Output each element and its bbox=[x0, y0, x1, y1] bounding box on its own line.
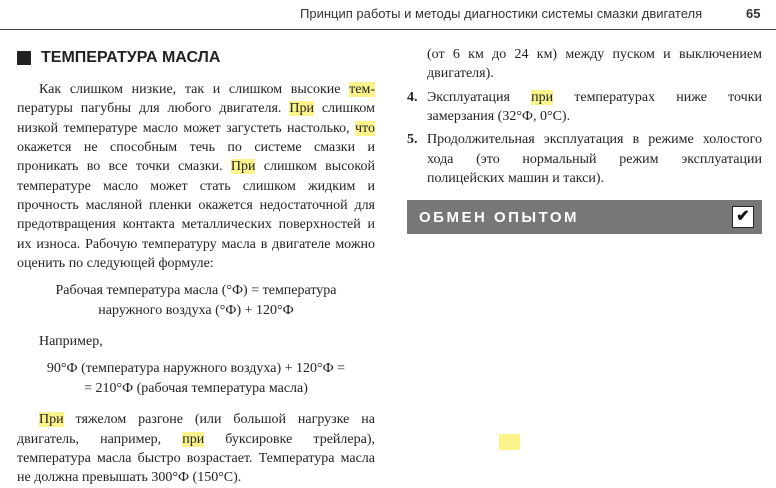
left-column bbox=[17, 80, 375, 488]
square-bullet-icon bbox=[17, 51, 31, 65]
highlight-mark bbox=[499, 434, 520, 450]
running-title: Принцип работы и методы диагностики системы смазки двигателя bbox=[300, 6, 703, 21]
example-formula-line: = 210°Ф (рабочая температура масла) bbox=[84, 380, 308, 396]
highlight: При bbox=[289, 101, 314, 117]
highlight: при bbox=[531, 89, 554, 105]
highlight: При bbox=[39, 412, 64, 428]
acceleration-paragraph: При тяжелом разгоне (или большой нагрузке на двигатель, например, при буксировке трейлера), температура масла быстро возрастает. Температура масла не должна превышать 300°Ф (150°С). bbox=[17, 412, 375, 486]
list-continuation: (от 6 км до 24 км) между пуском и выключением двигателя). bbox=[427, 47, 762, 82]
right-column bbox=[407, 45, 762, 188]
highlight: При bbox=[230, 159, 256, 175]
highlight: при bbox=[182, 431, 205, 447]
formula-line: наружного воздуха (°Ф) + 120°Ф bbox=[98, 302, 294, 318]
highlight: что bbox=[355, 120, 375, 136]
list-item: 5. Продолжительная эксплуатация в режиме холостого хода (это нормальный режим эксплуатации полицейских машин и такси). bbox=[407, 132, 762, 187]
list-number: 4. bbox=[407, 89, 418, 105]
example-formula-line: 90°Ф (температура наружного воздуха) + 120°Ф = bbox=[46, 361, 346, 377]
intro-paragraph: Как слишком низкие, так и слишком высокие тем-пературы пагубны для любого двигателя. При слишком низкой температуре масло может загустеть настолько, что окажется не способным течь по системе смазки и проникать во все точки смазки. При слишком высокой температуре масло может стать слишком жидким и прочность масляной пленки окажется недостаточной для предотвращения контакта металлических поверхностей и их износа. Рабочую температуру масла в двигателе можно оценить по следующей формуле: bbox=[17, 82, 376, 272]
checkmark-icon: ✔ bbox=[732, 206, 754, 228]
tips-section-bar bbox=[407, 200, 762, 234]
page-number: 65 bbox=[746, 6, 761, 21]
highlight: тем- bbox=[349, 82, 375, 97]
example-label: Например, bbox=[39, 334, 103, 350]
list-number: 5. bbox=[407, 132, 418, 148]
formula-line: Рабочая температура масла (°Ф) = температура bbox=[55, 283, 337, 299]
running-header bbox=[0, 0, 776, 30]
section-heading bbox=[17, 49, 220, 67]
list-item: 4. Эксплуатация при температурах ниже точки замерзания (32°Ф, 0°С). bbox=[407, 89, 762, 125]
tips-section-title: ОБМЕН ОПЫТОМ bbox=[419, 208, 580, 226]
section-title: ТЕМПЕРАТУРА МАСЛА bbox=[41, 49, 221, 66]
